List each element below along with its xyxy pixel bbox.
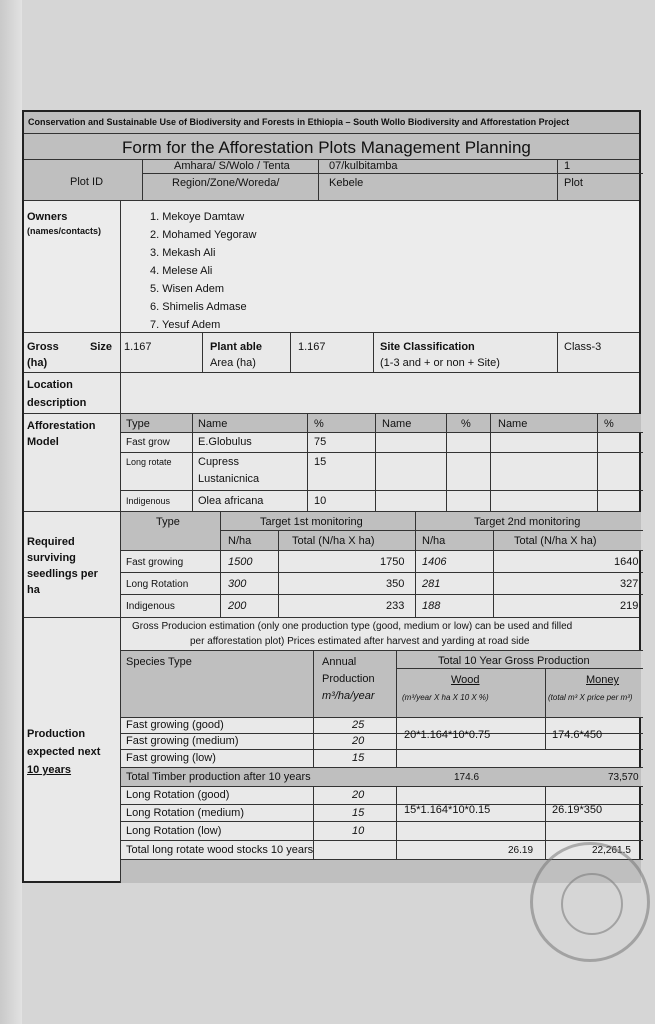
long-medium-value: 15 bbox=[352, 807, 365, 819]
model-type-2: Long rotate bbox=[126, 457, 172, 467]
annual-header-3: m³/ha/year bbox=[322, 690, 375, 702]
model-pct-header-3: % bbox=[604, 418, 614, 430]
form-title: Form for the Afforestation Plots Management Planning bbox=[122, 138, 531, 157]
gross-label: Gross bbox=[27, 341, 59, 353]
seedlings-n1-3: 200 bbox=[228, 600, 247, 612]
seedlings-t1-3: 233 bbox=[386, 600, 405, 612]
owner-4: 4. Melese Ali bbox=[150, 265, 213, 277]
fast-medium-label: Fast growing (medium) bbox=[126, 735, 239, 747]
model-sublabel: Model bbox=[27, 436, 59, 448]
long-wood-calc: 15*1.164*10*0.15 bbox=[404, 804, 491, 816]
plot-label: Plot bbox=[564, 177, 583, 189]
fast-total-money: 73,570 bbox=[608, 772, 639, 783]
target-1-header: Target 1st monitoring bbox=[260, 516, 363, 528]
seedlings-label-4: ha bbox=[27, 584, 40, 596]
model-pct-3: 10 bbox=[314, 495, 327, 507]
location-label: Location bbox=[27, 379, 73, 391]
description-label: description bbox=[27, 397, 87, 409]
model-name-2b: Lustanicnica bbox=[198, 473, 260, 485]
long-good-label: Long Rotation (good) bbox=[126, 789, 230, 801]
plot-id-row bbox=[24, 160, 639, 201]
owner-3: 3. Mekash Ali bbox=[150, 247, 216, 259]
wood-header: Wood bbox=[451, 674, 480, 686]
model-pct-header-2: % bbox=[461, 418, 471, 430]
model-type-header: Type bbox=[126, 418, 150, 430]
wood-subheader: (m³/year X ha X 10 X %) bbox=[402, 693, 489, 702]
seedlings-type-2: Long Rotation bbox=[126, 579, 189, 590]
long-low-label: Long Rotation (low) bbox=[126, 825, 222, 837]
seedlings-label-3: seedlings per bbox=[27, 568, 98, 580]
total-header-1: Total (N/ha X ha) bbox=[292, 535, 375, 547]
plantable-area-label: Area (ha) bbox=[210, 357, 256, 369]
seedlings-n1-2: 300 bbox=[228, 578, 247, 590]
seedlings-n2-3: 188 bbox=[422, 600, 441, 612]
site-class-label: Site Classification bbox=[380, 341, 475, 353]
model-name-header-1: Name bbox=[198, 418, 228, 430]
target-2-header: Target 2nd monitoring bbox=[474, 516, 581, 528]
seedlings-type-1: Fast growing bbox=[126, 557, 184, 568]
long-total-label: Total long rotate wood stocks 10 years bbox=[126, 844, 314, 856]
seedlings-n1-1: 1500 bbox=[228, 556, 253, 568]
long-medium-label: Long Rotation (medium) bbox=[126, 807, 245, 819]
seedlings-label-1: Required bbox=[27, 536, 75, 548]
seedlings-t2-2: 327 bbox=[620, 578, 639, 590]
seedlings-t1-1: 1750 bbox=[380, 556, 405, 568]
owner-1: 1. Mekoye Damtaw bbox=[150, 211, 245, 223]
gross-value: 1.167 bbox=[124, 341, 152, 353]
seedlings-n2-2: 281 bbox=[422, 578, 441, 590]
nha-header-2: N/ha bbox=[422, 535, 446, 547]
model-type-1: Fast grow bbox=[126, 437, 170, 448]
production-label-2: expected next bbox=[27, 746, 101, 758]
production-note-2: per afforestation plot) Prices estimated after harvest and yarding at road side bbox=[190, 636, 530, 647]
afforestation-model-row bbox=[24, 414, 639, 512]
project-title: Conservation and Sustainable Use of Biodiversity and Forests in Ethiopia – South Wollo Biodiversity and Afforestation Project bbox=[28, 117, 570, 127]
plot-id-label: Plot ID bbox=[70, 176, 104, 188]
fast-low-label: Fast growing (low) bbox=[126, 752, 216, 764]
owners-sublabel: (names/contacts) bbox=[27, 226, 102, 236]
fast-low-value: 15 bbox=[352, 752, 365, 764]
seedlings-t2-3: 219 bbox=[620, 600, 639, 612]
model-name-2: Cupress bbox=[198, 456, 239, 468]
model-pct-2: 15 bbox=[314, 456, 327, 468]
region-value: Amhara/ S/Wolo / Tenta bbox=[174, 160, 290, 172]
gross-size-row bbox=[24, 333, 639, 373]
model-type-3: Indigenous bbox=[126, 496, 171, 506]
model-pct-1: 75 bbox=[314, 436, 327, 448]
owner-6: 6. Shimelis Admase bbox=[150, 301, 247, 313]
long-low-value: 10 bbox=[352, 825, 365, 837]
owners-label: Owners bbox=[27, 211, 68, 223]
official-stamp bbox=[530, 842, 650, 962]
size-label: Size bbox=[90, 341, 113, 353]
fast-good-value: 25 bbox=[352, 719, 365, 731]
model-label: Afforestation bbox=[27, 420, 96, 432]
fast-money-calc: 174.6*450 bbox=[552, 729, 603, 741]
region-label: Region/Zone/Woreda/ bbox=[172, 177, 280, 189]
model-name-header-3: Name bbox=[498, 418, 528, 430]
kebele-label: Kebele bbox=[329, 177, 364, 189]
seedlings-type-3: Indigenous bbox=[126, 601, 175, 612]
nha-header-1: N/ha bbox=[228, 535, 252, 547]
seedlings-t2-1: 1640 bbox=[614, 556, 639, 568]
model-name-header-2: Name bbox=[382, 418, 412, 430]
ha-label: (ha) bbox=[27, 357, 48, 369]
seedlings-t1-2: 350 bbox=[386, 578, 405, 590]
site-class-value: Class-3 bbox=[564, 341, 602, 353]
seedlings-row bbox=[24, 512, 639, 618]
total-10-year-header: Total 10 Year Gross Production bbox=[438, 655, 590, 667]
seedlings-n2-1: 1406 bbox=[422, 556, 447, 568]
money-subheader: (total m³ X price per m³) bbox=[548, 693, 633, 702]
production-note-1: Gross Producion estimation (only one production type (good, medium or low) can be used and filled bbox=[132, 621, 573, 632]
owners-row bbox=[24, 201, 639, 333]
owner-7: 7. Yesuf Adem bbox=[150, 319, 221, 331]
model-name-1: E.Globulus bbox=[198, 436, 252, 448]
location-row bbox=[24, 373, 639, 414]
fast-total-wood: 174.6 bbox=[454, 772, 480, 783]
long-money-calc: 26.19*350 bbox=[552, 804, 603, 816]
production-label-1: Production bbox=[27, 728, 86, 740]
site-class-sublabel: (1-3 and + or non + Site) bbox=[380, 357, 500, 369]
seedlings-type-header: Type bbox=[156, 516, 180, 528]
total-header-2: Total (N/ha X ha) bbox=[514, 535, 597, 547]
seedlings-label-2: surviving bbox=[27, 552, 76, 564]
long-good-value: 20 bbox=[352, 789, 365, 801]
species-type-header: Species Type bbox=[126, 656, 192, 668]
long-total-money: 22,261.5 bbox=[592, 845, 631, 856]
plot-value: 1 bbox=[564, 160, 571, 172]
annual-header-2: Production bbox=[322, 673, 375, 685]
owner-2: 2. Mohamed Yegoraw bbox=[150, 229, 257, 241]
production-row bbox=[24, 618, 639, 883]
fast-medium-value: 20 bbox=[352, 735, 365, 747]
project-title-row bbox=[24, 112, 639, 134]
form-title-row bbox=[24, 134, 639, 160]
model-pct-header-1: % bbox=[314, 418, 324, 430]
scan-edge bbox=[0, 0, 22, 1024]
money-header: Money bbox=[586, 674, 620, 686]
production-label-3: 10 years bbox=[27, 764, 72, 776]
kebele-value: 07/kulbitamba bbox=[329, 160, 398, 172]
plantable-value: 1.167 bbox=[298, 341, 326, 353]
long-total-wood: 26.19 bbox=[508, 845, 534, 856]
fast-total-label: Total Timber production after 10 years bbox=[126, 771, 311, 783]
fast-wood-calc: 20*1.164*10*0.75 bbox=[404, 729, 491, 741]
model-name-3: Olea africana bbox=[198, 495, 264, 507]
fast-good-label: Fast growing (good) bbox=[126, 719, 224, 731]
annual-header-1: Annual bbox=[322, 656, 357, 668]
plantable-label: Plant able bbox=[210, 341, 262, 353]
stamp-emblem bbox=[561, 873, 623, 935]
afforestation-form bbox=[22, 110, 641, 883]
owner-5: 5. Wisen Adem bbox=[150, 283, 224, 295]
